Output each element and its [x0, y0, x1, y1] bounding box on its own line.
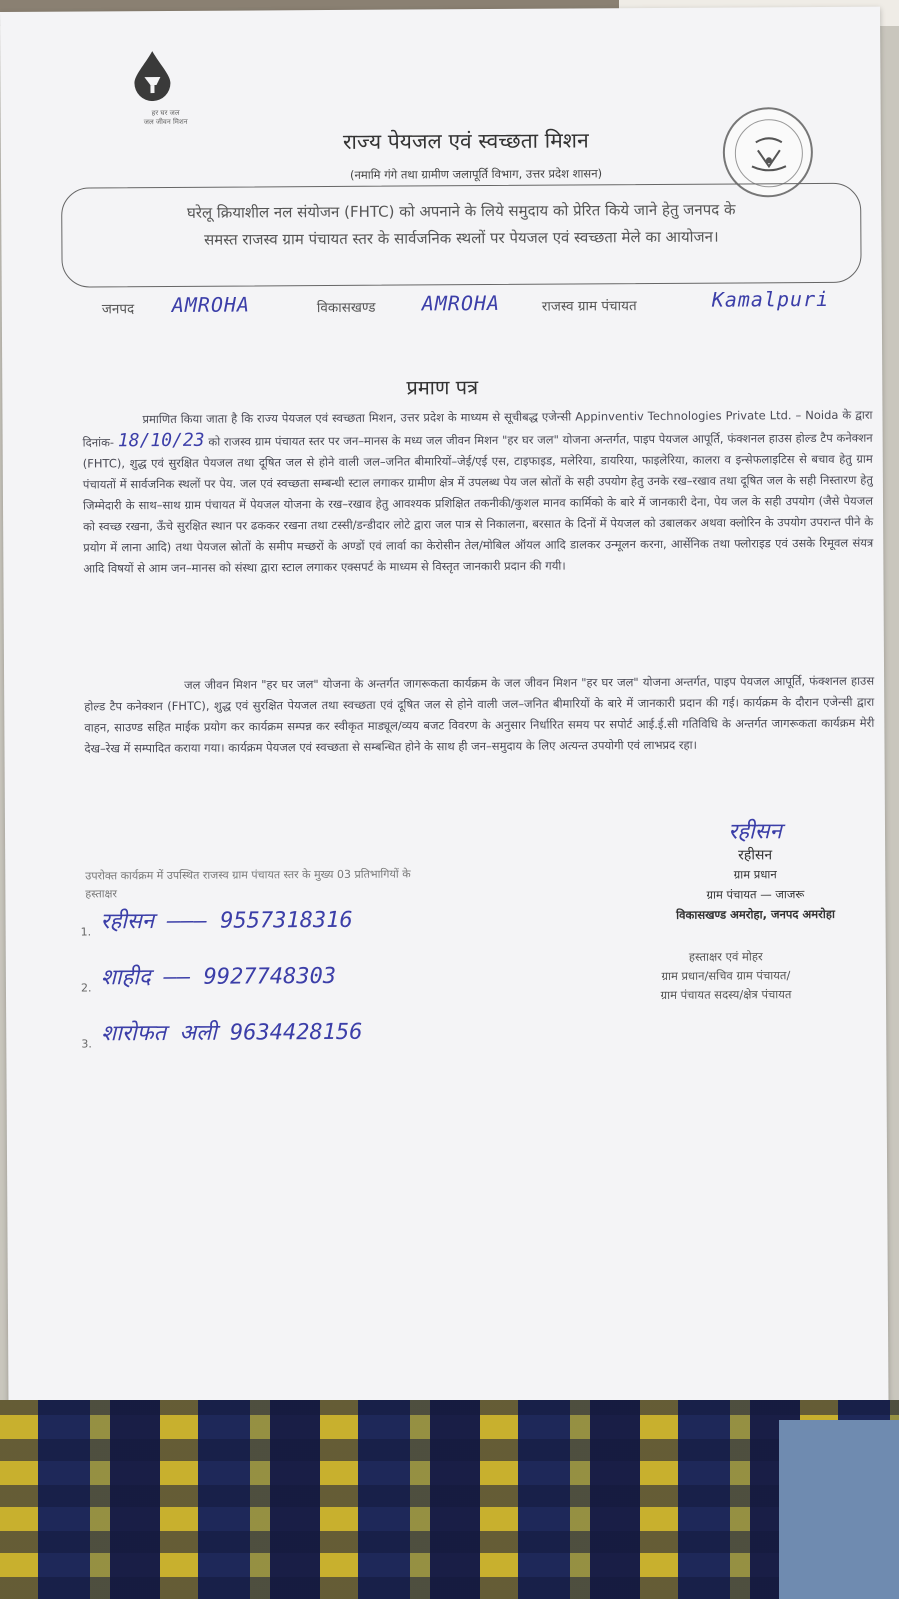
- witness-handwritten: रहीसन ——— 9557318316: [100, 907, 353, 935]
- panchayat-value: Kamalpuri: [711, 286, 830, 312]
- witness-handwritten: शारोफत अली 9634428156: [101, 1019, 363, 1047]
- signatory-name: रहीसन: [738, 847, 773, 864]
- witness-number: 3.: [81, 1037, 92, 1051]
- stamp-panchayat: ग्राम पंचायत — जाजरू: [706, 887, 805, 902]
- emblem-icon: [736, 120, 802, 186]
- certificate-document: [0, 7, 889, 1472]
- event-date: 18/10/23: [117, 429, 205, 452]
- logo-caption: हर घर जल जल जीवन मिशन: [143, 108, 188, 127]
- background-jeans: [779, 1420, 899, 1599]
- background-fabric: [0, 1400, 899, 1599]
- event-banner: [61, 183, 862, 288]
- signature-label: हस्ताक्षर एवं मोहर ग्राम प्रधान/सचिव ग्राम पंचायत/ ग्राम पंचायत सदस्य/क्षेत्र पंचायत: [660, 949, 792, 1002]
- para2-text: जल जीवन मिशन "हर घर जल" योजना के अन्तर्गत जागरूकता कार्यक्रम के जल जीवन मिशन "हर घर जल" योजना अन्तर्गत, पाइप पेयजल आपूर्ति, फंक्शनल हाउस होल्ड टैप कनेक्शन (FHTC), शुद्ध एवं सुरक्षित पेयजल तथा स्वच्छता एवं दूषित जल से होने वाली जल–जनित बीमारियों के बारे में जानकारी प्रदान की गई। कार्यक्रम के दौरान एजेन्सी द्वारा वाहन, साउण्ड सहित माईक प्रयोग कर कार्यक्रम सम्पन्न कर स्वीकृत माड्यूल/व्यय बजट विवरण के अनुसार निर्धारित समय पर सपोर्ट आई.ई.सी गतिविधि के अन्तर्गत जागरूकता कार्यक्रम मेरी देख–रेख में सम्पादित कराया गया। कार्यक्रम पेयजल एवं स्वच्छता से सम्बन्धित होने के साथ ही जन–समुदाय के लिए अत्यन्त उपयोगी एवं लाभप्रद रहा।: [84, 673, 875, 756]
- district-value: AMROHA: [171, 292, 251, 317]
- banner-line-1: घरेलू क्रियाशील नल संयोजन (FHTC) को अपनाने के लिये समुदाय को प्रेरित किये जाने हेतु जनपद के: [186, 200, 736, 222]
- witness-handwritten: शाहीद —— 9927748303: [100, 963, 337, 991]
- emblem-ring: [735, 119, 803, 187]
- witness-number: 2.: [80, 981, 92, 995]
- pradhan-signature-block: [645, 815, 866, 925]
- district-label: जनपद: [101, 301, 135, 318]
- jal-jeevan-mission-logo: [130, 49, 201, 139]
- stamp-designation: ग्राम प्रधान: [733, 867, 777, 882]
- block-value: AMROHA: [421, 290, 501, 316]
- witness-number: 1.: [80, 925, 92, 939]
- location-fields: [102, 285, 862, 330]
- panchayat-label: राजस्व ग्राम पंचायत: [541, 298, 637, 315]
- certificate-paragraph-2: [84, 671, 874, 760]
- para1-part-b: को राजस्व ग्राम पंचायत स्तर पर जन–मानस के मध्य जल जीवन मिशन "हर घर जल" योजना अन्तर्गत, पाइप पेयजल आपूर्ति, फंक्शनल हाउस होल्ड टैप कनेक्शन (FHTC), शुद्ध एवं सुरक्षित पेयजल तथा दूषित जल से होने वाली जल–जनित बीमारियों–जेई/एई एस, टाइफाइड, मलेरिया, डायरिया, फाइलेरिया, कालरा व इन्सेफलाइटिस से बचाव हेतु ग्राम पंचायतों में सार्वजनिक स्थलों पर पेय. जल एवं स्वच्छता सम्बन्धी स्टाल लगाकर ग्रामीण क्षेत्र में उपलब्ध पेय जल स्रोतों के सही उपयोग हेतु उनके रख–रखाव तथा दूषित जल के सही निस्तारण हेतु जिम्मेदारी के साथ–साथ ग्राम पंचायत में पेयजल योजना के रख–रखाव हेतु आवश्यक प्रशिक्षित तकनीकी/कुशल मानव कार्मिको के बारे में जानकारी देना, पेय जल के सही उपयोग (जैसे पेयजल को स्वच्छ रखना, ऊँचे सुरक्षित स्थान पर ढककर रखना तथा टस्सी/डन्डीदार लोटे द्वारा जल पात्र से निकालना, बरसात के दिनों में पेयजल को उबालकर अथवा क्लोरिन के उपयोग उपरान्त पीने के प्रयोग में लाना आदि) तथा पेयजल स्रोतों के समीप मच्छरों के अण्डों एवं लार्वा का केरोसीन तेल/मोबिल ऑयल आदि डालकर उन्मूलन करना, आर्सेनिक तथा फ्लोराइड एवं उसके रिमूवल संयत्र आदि विषयों से आम जन–मानस को संस्था द्वारा स्टाल लगाकर एक्सपर्ट के माध्यम से विस्तृत जानकारी प्रदान की गयी।: [82, 430, 874, 576]
- water-drop-icon: [130, 49, 174, 101]
- banner-line-2: समस्त राजस्व ग्राम पंचायत स्तर के सार्वजनिक स्थलों पर पेयजल एवं स्वच्छता मेले का आयोजन।: [204, 227, 719, 249]
- certificate-paragraph-1: [82, 405, 873, 580]
- witness-note: उपरोक्त कार्यक्रम में उपस्थित राजस्व ग्राम पंचायत स्तर के मुख्य 03 प्रतिभागियों के हस्ताक्षर: [85, 867, 411, 901]
- stamp-block-district: विकासखण्ड अमरोहा, जनपद अमरोहा: [676, 906, 835, 922]
- handwritten-signature: रहीसन: [728, 819, 782, 845]
- page-subtitle: (नमामि गंगे तथा ग्रामीण जलापूर्ति विभाग, उत्तर प्रदेश शासन): [349, 166, 603, 182]
- para1-part-a: प्रमाणित किया जाता है कि राज्य पेयजल एवं स्वच्छता मिशन, उत्तर प्रदेश के माध्यम से सूचीबद्ध एजेन्सी Appinventiv Technologies Private Ltd. – Noida के द्वारा दिनांक-: [82, 407, 873, 450]
- certificate-heading: प्रमाण पत्र: [406, 375, 479, 400]
- page-title: राज्य पेयजल एवं स्वच्छता मिशन: [342, 128, 589, 154]
- block-label: विकासखण्ड: [316, 299, 376, 317]
